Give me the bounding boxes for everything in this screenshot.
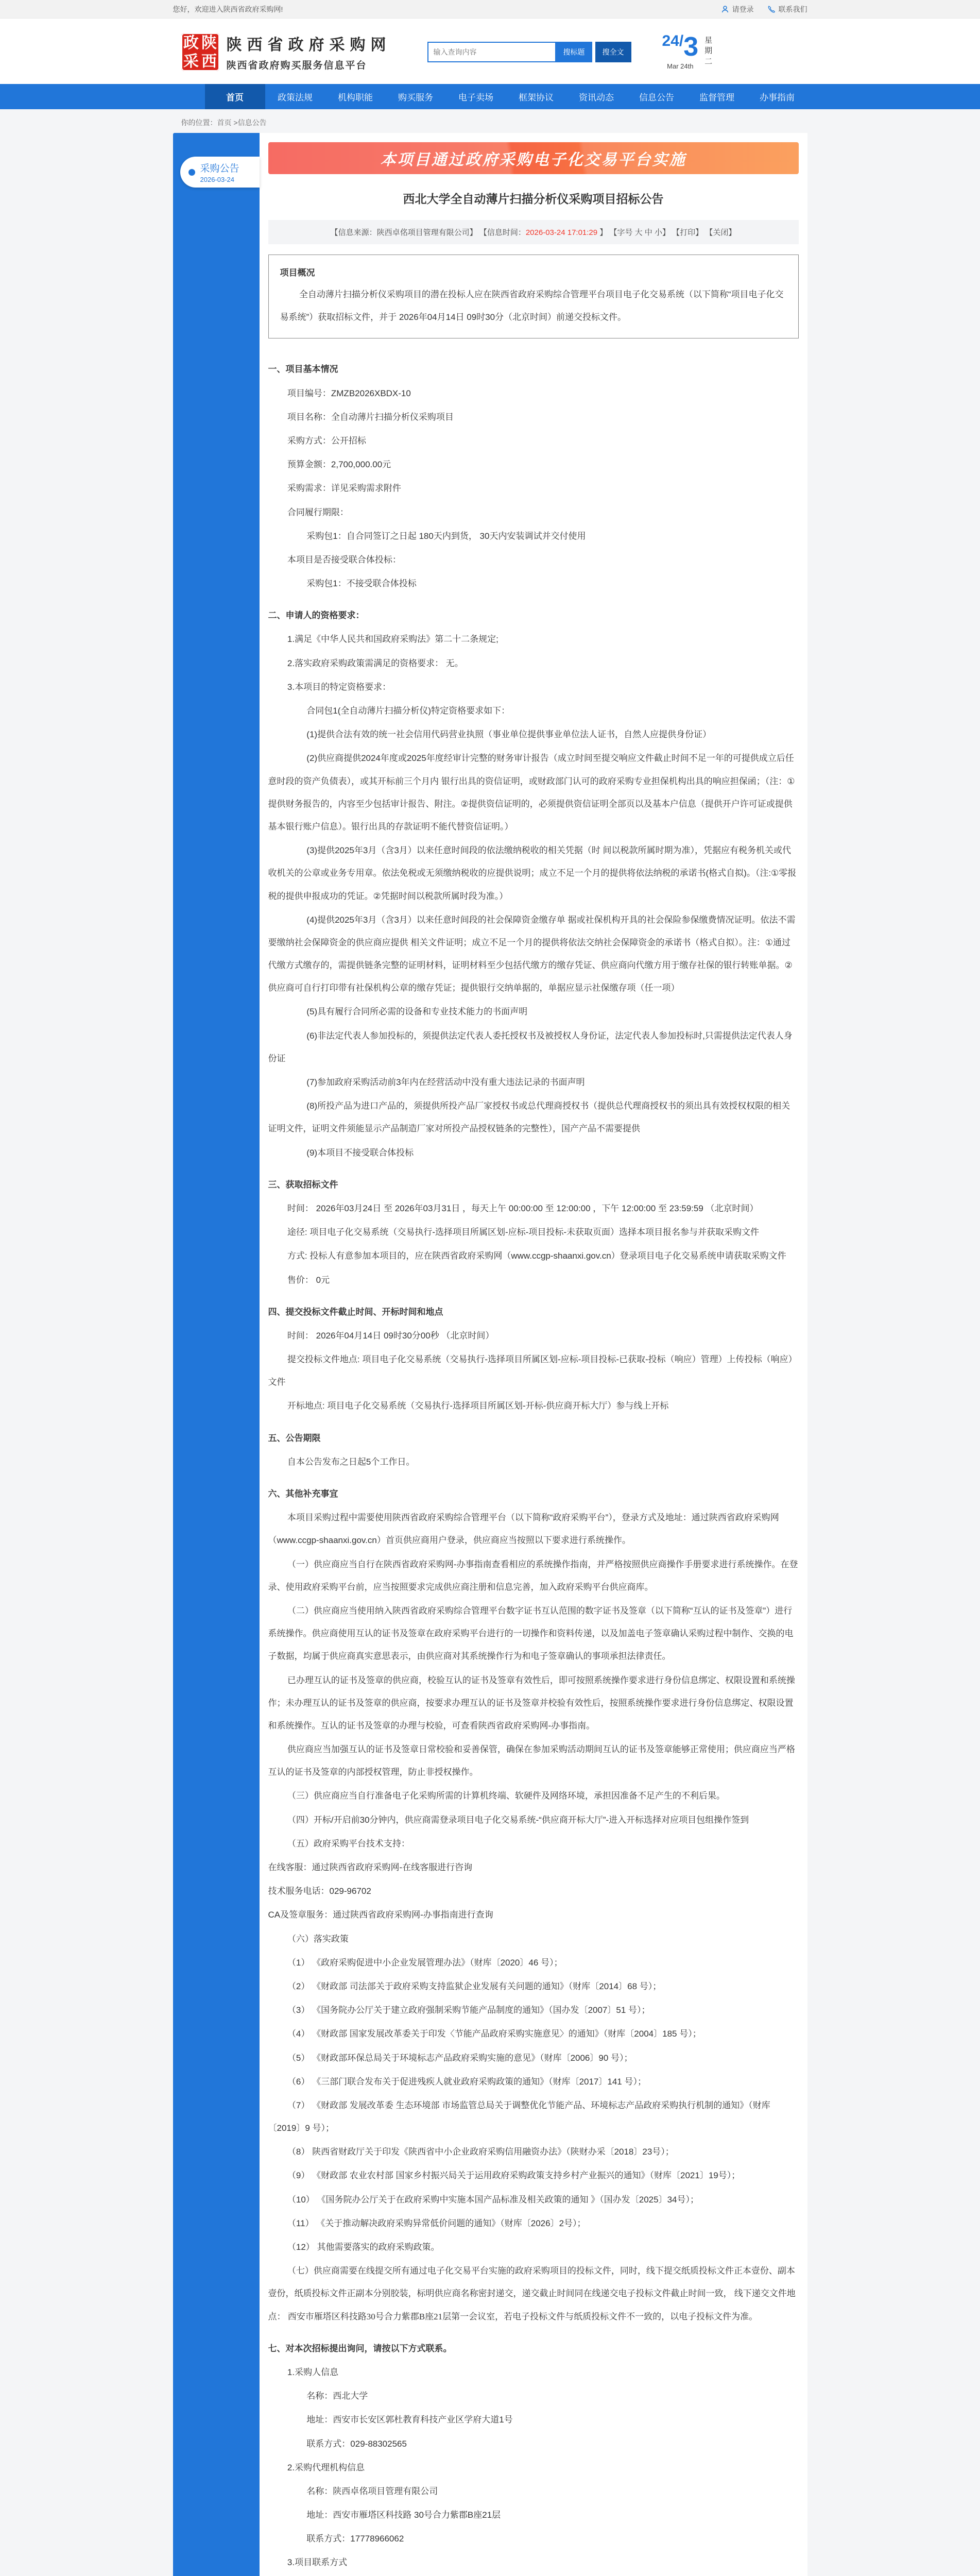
main-nav: [0, 84, 980, 109]
doc-line: 1.采购人信息: [287, 2367, 339, 2377]
doc-line: （五）政府采购平台技术支持：: [287, 1838, 410, 1849]
doc-line: （5） 《财政部环保总局关于环境标志产品政府采购实施的意见》（财库〔2006〕90 号）；: [287, 2053, 633, 2063]
doc-line: 售价： 0元: [287, 1275, 330, 1285]
doc-line: 合同包1(全自动薄片扫描分析仪)特定资格要求如下：: [306, 706, 510, 716]
nav-item[interactable]: 监督管理: [699, 93, 734, 103]
doc-line: (9)本项目不接受联合体投标: [306, 1147, 414, 1158]
article-title: 西北大学全自动薄片扫描分析仪采购项目招标公告: [403, 192, 664, 206]
document-body: [268, 342, 799, 2576]
doc-line: （8） 陕西省财政厅关于印发《陕西省中小企业政府采购信用融资办法》（陕财办采〔2018〕23号）；: [287, 2147, 674, 2157]
login-link[interactable]: 请登录: [721, 4, 754, 14]
meta-source: 【信息来源：陕西卓佲项目管理有限公司】: [330, 228, 477, 237]
doc-line: 一、项目基本情况: [268, 364, 338, 375]
doc-line: 时间： 2026年04月14日 09时30分00秒 （北京时间）: [287, 1330, 494, 1341]
doc-line: 五、公告期限: [268, 1433, 321, 1443]
doc-line: 在线客服：通过陕西省政府采购网-在线客服进行咨询: [268, 1862, 473, 1872]
nav-item[interactable]: 办事指南: [760, 93, 795, 103]
category-sidebar: [173, 133, 260, 2576]
print-button[interactable]: 【打印】: [672, 228, 703, 237]
doc-line: 采购方式：公开招标: [287, 435, 366, 446]
doc-line: (6)非法定代表人参加投标的，须提供法定代表人委托授权书及被授权人身份证，法定代表人参加投标时,只需提供法定代表人身份证: [268, 1030, 793, 1063]
search-title-button[interactable]: 搜标题: [556, 42, 592, 62]
doc-line: (3)提供2025年3月（含3月）以来任意时间段的依法缴纳税收的相关凭据（时 间以税款所属时期为准），凭据应有税务机关或代收机关的公章或业务专用章。依法免税或无须缴纳税收的应提供说明；成立不足一个月的提供将依法纳税的承诺书(格式自拟)。（注:①零报税的提供申报成功的凭证。②凭据时间以税款所属时段为准。）: [268, 845, 797, 901]
doc-line: 三、获取招标文件: [268, 1179, 338, 1190]
doc-line: 途径: 项目电子化交易系统（交易执行-选择项目所属区划-应标-项目投标-未获取页面）选择本项目报名参与并获取采购文件: [287, 1227, 759, 1238]
doc-line: 二、申请人的资格要求：: [268, 611, 365, 621]
date-english: Mar 24th: [667, 62, 694, 70]
overview-title: 项目概况: [280, 268, 315, 278]
doc-line: 六、其他补充事宜: [268, 1489, 338, 1499]
doc-line: (1)提供合法有效的统一社会信用代码营业执照（事业单位提供事业单位法人证书，自然人应提供身份证）: [306, 730, 712, 740]
doc-line: 七、对本次招标提出询问，请按以下方式联系。: [268, 2343, 452, 2353]
doc-line: 提交投标文件地点: 项目电子化交易系统（交易执行-选择项目所属区划-应标-项目投标-已获取-投标（响应）管理）上传投标（响应）文件: [268, 1354, 797, 1387]
search-area: [427, 42, 631, 62]
nav-item[interactable]: 信息公告: [639, 93, 674, 103]
article-meta-bar: 【信息来源：陕西卓佲项目管理有限公司】 【信息时间：2026-03-24 17:01:29 】 【字号 大 中 小】 【打印】 【关闭】: [268, 220, 799, 244]
doc-line: (8)所投产品为进口产品的，须提供所投产品厂家授权书或总代理商授权书（提供总代理商授权书的须出具有效授权权限的相关证明文件，证明文件须能显示产品制造厂家对所投产品授权链条的完整性），国产产品不需要提供: [268, 1101, 790, 1134]
topbar: [0, 0, 980, 19]
doc-line: 项目名称：全自动薄片扫描分析仪采购项目: [287, 412, 454, 422]
doc-line: 供应商应当加强互认的证书及签章日常校验和妥善保管，确保在参加采购活动期间互认的证书及签章能够正常使用；供应商应当严格互认的证书及签章的内部授权管理，防止非授权操作。: [268, 1744, 795, 1777]
date-widget: [662, 33, 714, 70]
nav-item[interactable]: 框架协议: [519, 93, 554, 103]
doc-line: （四）开标/开启前30分钟内，供应商需登录项目电子化交易系统-“供应商开标大厅”-进入开标选择对应项目包组操作签到: [287, 1815, 749, 1825]
doc-line: 自本公告发布之日起5个工作日。: [287, 1456, 415, 1467]
doc-line: (5)具有履行合同所必需的设备和专业技术能力的书面声明: [306, 1007, 528, 1017]
doc-line: CA及签章服务：通过陕西省政府采购网-办事指南进行查询: [268, 1910, 493, 1920]
doc-line: （三）供应商应当自行准备电子化采购所需的计算机终端、软硬件及网络环境，承担因准备不足产生的不利后果。: [287, 1791, 725, 1801]
bullet-dot-icon: [188, 169, 195, 176]
doc-line: （3） 《国务院办公厅关于建立政府强制采购节能产品制度的通知》（国办发〔2007〕51 号）；: [287, 2005, 650, 2015]
meta-time: 2026-03-24 17:01:29: [525, 228, 598, 237]
doc-line: 地址：西安市雁塔区科技路 30号合力紫郡B座21层: [306, 2510, 501, 2520]
doc-line: （11） 《关于推动解决政府采购异常低价问题的通知》（财库〔2026〕2号）；: [287, 2218, 586, 2228]
doc-line: 3.本项目的特定资格要求：: [287, 682, 391, 692]
breadcrumb-home-link[interactable]: 首页: [217, 118, 232, 127]
doc-line: （2） 《财政部 司法部关于政府采购支持监狱企业发展有关问题的通知》（财库〔2014〕68 号）；: [287, 1981, 662, 1991]
doc-line: （七）供应商需要在线提交所有通过电子化交易平台实施的政府采购项目的投标文件，同时，线下提交纸质投标文件正本壹份、副本壹份，纸质投标文件正副本分别胶装，标明供应商名称密封递交，递交截止时间同在线递交电子投标文件截止时间一致， 线下递交文件地点： 西安市雁塔区科技路30号合力紫郡B座21层第一会议室，若电子投标文件与纸质投标文件不一致的，以电子投标文件为准。: [268, 2266, 796, 2321]
sidebar-item-label: 采购公告: [200, 163, 239, 174]
doc-line: （7） 《财政部 发展改革委 生态环境部 市场监管总局关于调整优化节能产品、环境标志产品政府采购执行机制的通知》（财库〔2019〕9 号）；: [268, 2100, 770, 2133]
user-icon: [721, 5, 729, 13]
site-title: 陕西省政府采购网: [226, 37, 391, 54]
doc-line: 采购包1：不接受联合体投标: [306, 579, 417, 589]
nav-item[interactable]: 政策法规: [278, 93, 313, 103]
phone-icon: [767, 5, 776, 13]
sidebar-item-date: 2026-03-24: [200, 176, 234, 183]
doc-line: （1） 《政府采购促进中小企业发展管理办法》（财库〔2020〕46 号）；: [287, 1957, 563, 1968]
nav-item[interactable]: 资讯动态: [579, 93, 614, 103]
doc-line: 联系方式：029-88302565: [306, 2438, 407, 2449]
doc-line: (4)提供2025年3月（含3月）以来任意时间段的社会保障资金缴存单 据或社保机构开具的社会保险参保缴费情况证明。依法不需要缴纳社会保障资金的供应商应提供 相关文件证明；成立不足一个月的提供将依法交纳社会保障资金的承诺书（格式自拟）。注：①通过代缴方式缴存的，需提供链条完整的证明材料，证明材料至少包括代缴方的缴存凭证、供应商向代缴方用于缴存社保的银行转账单据。②供应商可自行打印带有社保机构公章的缴存凭证；提供银行交纳单据的，单据应显示社保缴存项（任一项）: [268, 914, 796, 993]
doc-line: （二）供应商应当使用纳入陕西省政府采购综合管理平台数字证书互认范围的数字证书及签章（以下简称“互认的证书及签章”）进行系统操作。供应商使用互认的证书及签章在政府采购平台进行的一切操作和资料传递，以及加盖电子签章确认采购过程中制作、交换的电子数据，均属于供应商真实意思表示，由供应商对其系统操作行为和电子签章确认的事项承担法律责任。: [268, 1605, 794, 1662]
doc-line: （4） 《财政部 国家发展改革委关于印发〈节能产品政府采购实施意见〉的通知》（财库〔2004〕185 号）；: [287, 2029, 701, 2039]
doc-line: 时间： 2026年03月24日 至 2026年03月31日 ，每天上午 00:00:00 至 12:00:00 ，下午 12:00:00 至 23:59:59 （北京时间）: [287, 1203, 759, 1213]
doc-line: 名称：陕西卓佲项目管理有限公司: [306, 2486, 438, 2496]
doc-line: 已办理互认的证书及签章的供应商，校验互认的证书及签章有效性后，即可按照系统操作要求进行身份信息绑定、权限设置和系统操作；未办理互认的证书及签章的供应商，按要求办理互认的证书及签章并校验有效性后，按照系统操作要求进行身份信息绑定、权限设置和系统操作。互认的证书及签章的办理与校验，可查看陕西省政府采购网-办事指南。: [268, 1675, 795, 1731]
site-subtitle: 陕西省政府购买服务信息平台: [226, 60, 367, 71]
doc-line: 开标地点: 项目电子化交易系统（交易执行-选择项目所属区划-开标-供应商开标大厅）参与线上开标: [287, 1401, 669, 1411]
doc-line: （6） 《三部门联合发布关于促进残疾人就业政府采购政策的通知》（财库〔2017〕141 号）；: [287, 2076, 646, 2087]
nav-item[interactable]: 电子卖场: [458, 93, 493, 103]
project-overview-box: [268, 255, 799, 338]
overview-text: 全自动薄片扫描分析仪采购项目的潜在投标人应在陕西省政府采购综合管理平台项目电子化交易系统（以下简称“项目电子化交易系统”）获取招标文件，并于 2026年04月14日 09时30分（北京时间）前递交投标文件。: [280, 290, 784, 323]
font-size-controls[interactable]: 【字号 大 中 小】: [609, 228, 670, 237]
site-header: [0, 19, 980, 84]
close-button[interactable]: 【关闭】: [705, 228, 736, 237]
doc-line: 采购需求：详见采购需求附件: [287, 483, 401, 494]
doc-line: （12） 其他需要落实的政府采购政策。: [287, 2242, 440, 2252]
platform-banner: 本项目通过政府采购电子化交易平台实施: [268, 142, 799, 174]
doc-line: (7)参加政府采购活动前3年内在经营活动中没有重大违法记录的书面声明: [306, 1077, 585, 1087]
doc-line: 名称：西北大学: [306, 2391, 368, 2401]
contact-link[interactable]: 联系我们: [767, 4, 807, 14]
logo-seal-icon: 政 陕 采 西: [181, 33, 219, 71]
nav-items: [205, 84, 807, 109]
doc-line: 2.落实政府采购政策需满足的资格要求： 无。: [287, 658, 463, 668]
date-day: 24/: [662, 32, 684, 49]
site-logo[interactable]: [181, 32, 391, 72]
nav-item[interactable]: 机构职能: [338, 93, 373, 103]
doc-line: 四、提交投标文件截止时间、开标时间和地点: [268, 1307, 443, 1317]
breadcrumb-current[interactable]: 信息公告: [237, 118, 267, 127]
doc-line: (2)供应商提供2024年度或2025年度经审计完整的财务审计报告（成立时间至提交响应文件截止时间不足一年的可提供成立后任意时段的资产负债表），或其开标前三个月内 银行出具的资信证明，或财政部门认可的政府采购专业担保机构出具的响应担保函；（注：①提供财务报告的，内容至少包括审计报告、附注。②提供资信证明的，必须提供资信证明全部页以及基本户信息（提供开户许可证或提供基本银行账户信息）。银行出具的存款证明不能代替资信证明。）: [268, 753, 795, 832]
doc-line: （9） 《财政部 农业农村部 国家乡村振兴局关于运用政府采购政策支持乡村产业振兴的通知》（财库〔2021〕19号）；: [287, 2171, 741, 2181]
doc-line: 技术服务电话：029-96702: [268, 1886, 371, 1896]
welcome-text: 您好，欢迎进入陕西省政府采购网!: [173, 5, 283, 13]
article-panel: [260, 133, 807, 2576]
doc-line: 合同履行期限：: [287, 507, 349, 517]
doc-line: 本项目是否接受联合体投标：: [287, 554, 401, 565]
nav-item[interactable]: 首页: [205, 84, 265, 109]
nav-spacer: [173, 84, 205, 109]
nav-item[interactable]: 购买服务: [398, 93, 433, 103]
doc-line: 1.满足《中华人民共和国政府采购法》第二十二条规定;: [287, 634, 498, 645]
date-month: 3: [683, 32, 699, 62]
doc-line: 方式: 投标人有意参加本项目的，应在陕西省政府采购网（www.ccgp-shaanxi.gov.cn）登录项目电子化交易系统申请获取采购文件: [287, 1251, 786, 1261]
doc-line: 地址：西安市长安区郭杜教育科技产业区学府大道1号: [306, 2415, 513, 2425]
doc-line: 3.项目联系方式: [287, 2557, 348, 2568]
doc-line: [268, 2575, 799, 2576]
breadcrumb: 你的位置：首页 >信息公告: [181, 118, 267, 127]
sidebar-item-procurement-notice[interactable]: [180, 157, 260, 188]
doc-line: （10） 《国务院办公厅关于在政府采购中实施本国产品标准及相关政策的通知 》（国办发〔2025〕34号）；: [287, 2194, 699, 2205]
search-input[interactable]: [427, 42, 556, 62]
doc-line: 预算金额：2,700,000.00元: [287, 460, 391, 470]
doc-line: 本项目采购过程中需要使用陕西省政府采购综合管理平台（以下简称“政府采购平台”），登录方式及地址：通过陕西省政府采购网（www.ccgp-shaanxi.gov.cn）首页供应商用户登录，供应商应当按照以下要求进行系统操作。: [268, 1513, 779, 1546]
search-fulltext-button[interactable]: 搜全文: [595, 42, 631, 62]
doc-line: 采购包1：自合同签订之日起 180天内到货， 30天内安装调试并交付使用: [306, 531, 586, 541]
doc-line: 项目编号：ZMZB2026XBDX-10: [287, 388, 411, 398]
doc-line: （一）供应商应当自行在陕西省政府采购网-办事指南查看相应的系统操作指南，并严格按照供应商操作手册要求进行系统操作。在登录、使用政府采购平台前，应当按照要求完成供应商注册和信息完善，加入政府采购平台供应商库。: [268, 1559, 798, 1592]
doc-line: 联系方式：17778966062: [306, 2534, 404, 2544]
doc-line: （六）落实政策: [287, 1934, 349, 1944]
doc-line: 2.采购代理机构信息: [287, 2462, 365, 2472]
weekday-label: 星期二: [704, 36, 713, 66]
